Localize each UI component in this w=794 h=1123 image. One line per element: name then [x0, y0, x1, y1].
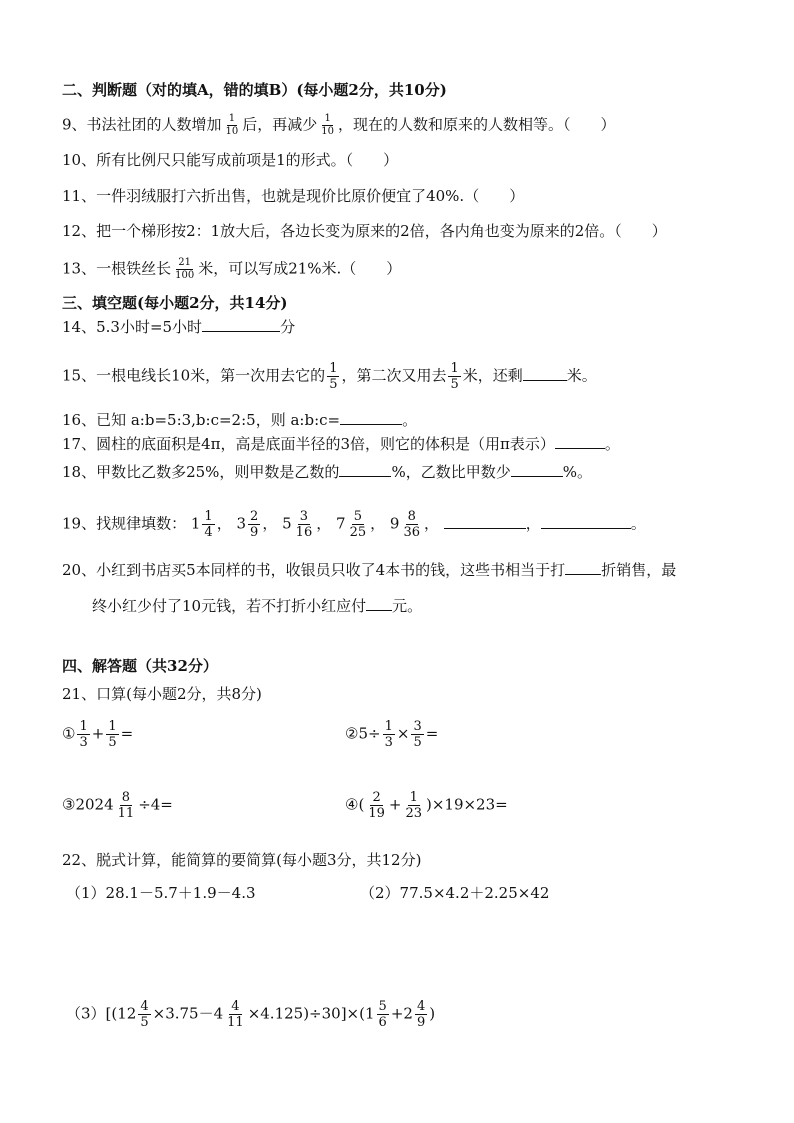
problem-2: （2）77.5×4.2＋2.25×42	[360, 884, 550, 902]
mixed-fraction: $\frac{1}{4}$	[204, 509, 213, 540]
section-3-title: 三、填空题(每小题2分，共14分)	[62, 294, 288, 312]
answer-blank[interactable]	[202, 317, 280, 332]
section-4-title: 四、解答题（共32分）	[62, 657, 218, 675]
mixed-fraction: $\frac{5}{25}$	[349, 509, 367, 540]
problem-3: （3）[(12 $\frac{4}{5}$ ×3.75－4 $\frac{4}{11}$ ×4.125)÷30]×(1 $\frac{5}{6}$ +2 $\frac{4}{9}$ )	[66, 999, 436, 1030]
question-19: 19、找规律填数： 1 $\frac{1}{4}$ ， 3 $\frac{2}{9}$ ， 5 $\frac{3}{16}$ ， 7 $\frac{5}{25}$ ， 9 $\frac{8}{36}$ ， ， 。	[62, 509, 646, 540]
question-9: 9、书法社团的人数增加 $\frac{1}{10}$ 后，再减少 $\frac{1}{10}$ ，现在的人数和原来的人数相等。（ ）	[62, 113, 616, 137]
question-22: 22、脱式计算，能简算的要简算(每小题3分，共12分)	[62, 851, 422, 869]
fraction: $\frac{1}{10}$	[225, 113, 239, 137]
answer-blank[interactable]	[565, 560, 601, 575]
answer-blank[interactable]	[366, 596, 392, 611]
section-2-title: 二、判断题（对的填A，错的填B）(每小题2分，共10分)	[62, 81, 447, 99]
question-12: 12、把一个梯形按2：1放大后，各边长变为原来的2倍，各内角也变为原来的2倍。（ ）	[62, 222, 667, 240]
answer-blank[interactable]	[555, 434, 605, 449]
question-17: 17、圆柱的底面积是4π，高是底面半径的3倍，则它的体积是（用π表示） 。	[62, 435, 620, 453]
calc-3: ③2024 $\frac{8}{11}$ ÷4=	[62, 790, 173, 821]
fraction: $\frac{21}{100}$	[175, 257, 195, 281]
question-11: 11、一件羽绒服打六折出售，也就是现价比原价便宜了40%.（ ）	[62, 187, 525, 205]
calc-1: ① $\frac{1}{3}$ + $\frac{1}{5}$ =	[62, 719, 134, 750]
answer-blank[interactable]	[444, 514, 526, 529]
fraction: $\frac{1}{5}$	[329, 361, 338, 392]
question-21: 21、口算(每小题2分，共8分)	[62, 685, 262, 703]
question-10: 10、所有比例尺只能写成前项是1的形式。（ ）	[62, 151, 399, 169]
fraction: $\frac{1}{5}$	[450, 361, 459, 392]
question-16: 16、已知 a:b=5:3,b:c=2:5，则 a:b:c= 。	[62, 411, 418, 429]
fraction: $\frac{1}{10}$	[321, 113, 335, 137]
question-13: 13、一根铁丝长 $\frac{21}{100}$ 米，可以写成21%米.（ ）	[62, 257, 402, 281]
question-18: 18、甲数比乙数多25%，则甲数是乙数的 %，乙数比甲数少 %。	[62, 463, 592, 481]
calc-2: ②5÷ $\frac{1}{3}$ × $\frac{3}{5}$ =	[345, 719, 439, 750]
mixed-fraction: $\frac{3}{16}$	[295, 509, 313, 540]
answer-blank[interactable]	[339, 462, 391, 477]
answer-blank[interactable]	[340, 410, 402, 425]
question-15: 15、一根电线长10米，第一次用去它的 $\frac{1}{5}$ ，第二次又用去 $\frac{1}{5}$ 米，还剩 米。	[62, 361, 597, 392]
answer-blank[interactable]	[511, 462, 563, 477]
question-20-continued: 终小红少付了10元钱，若不打折小红应付 元。	[92, 597, 423, 615]
question-20: 20、小红到书店买5本同样的书，收银员只收了4本书的钱，这些书相当于打 折销售，最	[62, 561, 677, 579]
answer-blank[interactable]	[523, 366, 567, 381]
mixed-fraction: $\frac{2}{9}$	[250, 509, 259, 540]
calc-4: ④( $\frac{2}{19}$ + $\frac{1}{23}$ )×19×23=	[345, 790, 508, 821]
answer-blank[interactable]	[541, 514, 631, 529]
problem-1: （1）28.1－5.7＋1.9－4.3	[66, 884, 256, 902]
question-14: 14、5.3小时=5小时 分	[62, 318, 296, 336]
mixed-fraction: $\frac{8}{36}$	[403, 509, 420, 540]
